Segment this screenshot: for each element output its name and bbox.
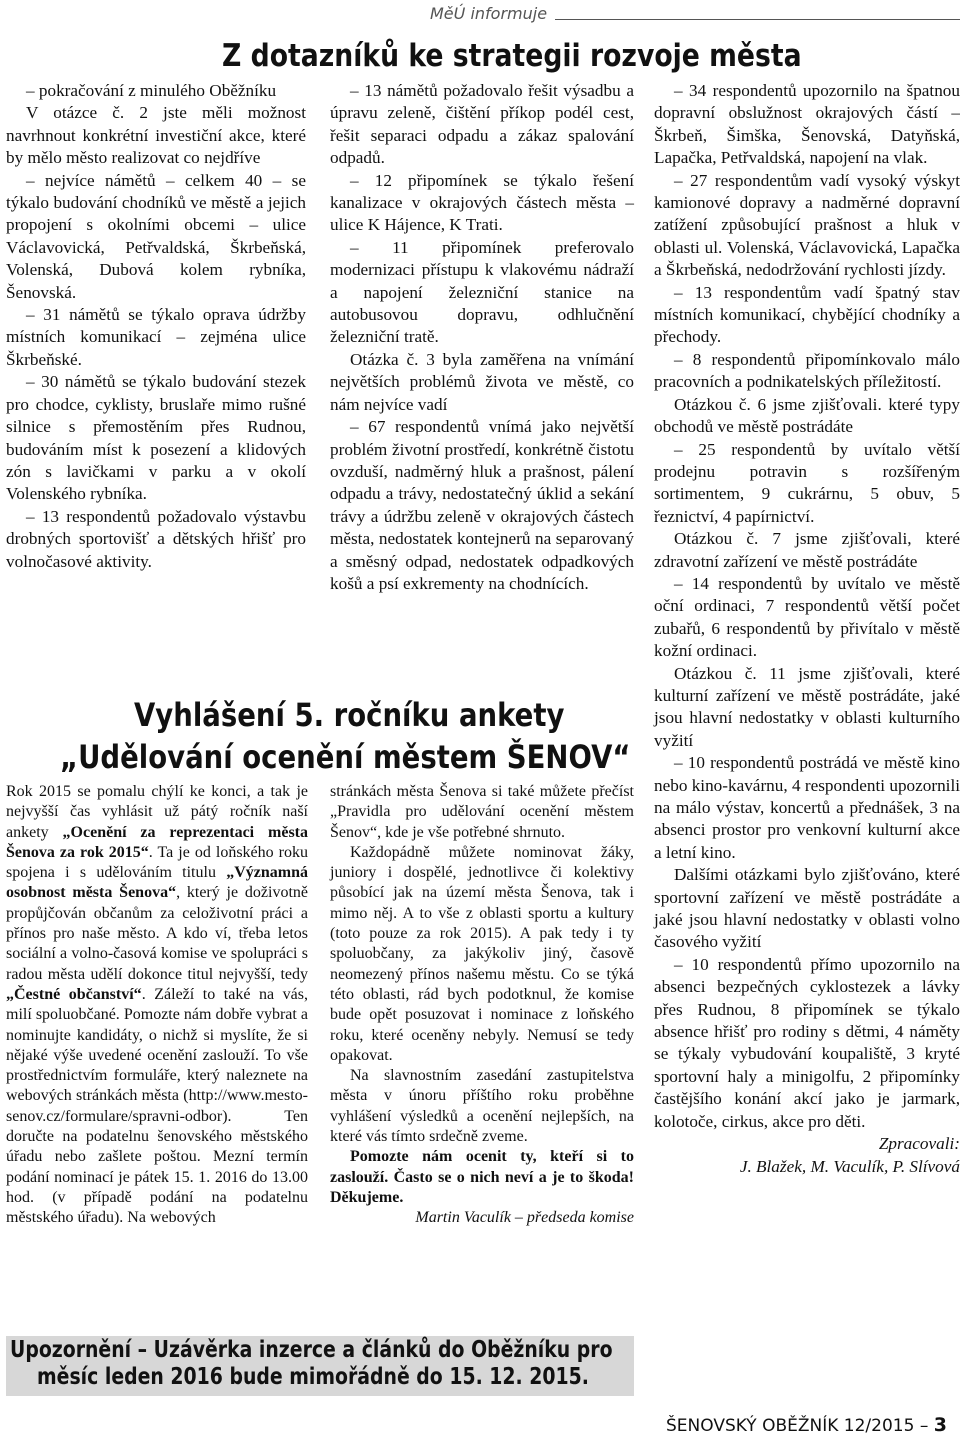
paragraph: – 14 respondentů by uvítalo ve městě oční ordinaci, 7 respondentů větší počet zubařů, 6 respondentů by přivítalo v městě kožní ordinaci.	[654, 573, 960, 661]
paragraph: – 10 respondentů přímo upozornilo na absenci bezpečných cyklostezek a lávky přes Rudnou, 8 připomínek se týkalo absence hřišť pro rodiny s dětmi, 4 náměty se týkaly vybudování koupaliště, 3 kryté sportovní haly a minigolfu, 2 připomínky častějšího konání akcí jako je jarmark, kolotoče, cirkus, akce pro děti.	[654, 954, 960, 1131]
paragraph: Otázka č. 3 byla zaměřena na vnímání největších problémů života ve městě, co nám nejvíce vadí	[330, 349, 634, 414]
bold-paragraph: Pomozte nám ocenit ty, kteří si to zaslouží. Často se o nich neví a je to škoda! Děkujeme.	[330, 1148, 634, 1206]
paragraph: Otázkou č. 6 jsme zjišťovali. které typy obchodů ve městě postrádáte	[654, 394, 960, 437]
paragraph: Otázkou č. 7 jsme zjišťovali, které zdravotní zařízení ve městě postrádáte	[654, 529, 960, 571]
footer-text: ŠENOVSKÝ OBĚŽNÍK 12/2015 –	[666, 1416, 934, 1436]
bold-run: „Ocenění za reprezentaci města Šenova za rok 2015“	[6, 823, 308, 861]
bold-run: „Čestné občanství“	[6, 985, 142, 1003]
paragraph: – 30 námětů se týkalo budování stezek pro chodce, cyklisty, bruslaře mimo rušné silnice s přemostěním přes Rudnou, budováním míst k posezení a klidových zón s lavičkami v parku a v okolí Volenského rybníka.	[6, 372, 306, 504]
paragraph: – pokračování z minulého Oběžníku	[26, 81, 277, 100]
text-run: Rok 2015 se pomalu chýlí ke konci, a tak je nejvyšší čas vyhlásit už pátý ročník naší ankety	[6, 783, 308, 841]
signature-names: J. Blažek, M. Vaculík, P. Slívová	[739, 1156, 960, 1176]
paragraph: – 11 připomínek preferovalo modernizaci přístupu k vlakovému nádraží a napojení železniční stanice na autobusovou dopravu, odhlučnění železniční tratě.	[330, 237, 634, 347]
paragraph: – nejvíce námětů – celkem 40 – se týkalo budování chodníků ve městě a jejich propojení s okolními obcemi – ulice Václavovická, Petřvaldská, Škrbeňská, Volenská, Dubová kolem rybníka, Šenovská.	[6, 170, 306, 302]
anketa-subtitle: „Udělování ocenění městem ŠENOV“	[60, 738, 631, 776]
paragraph: – 67 respondentů vnímá jako největší problém životní prostředí, konkrétně čistotu ovzduší, nadměrný hluk a prašnost, pálení odpadu a trávy, nedostatečný úklid a sekání trávy a údržbu zeleně v okrajových částech města, nedostatek kontejnerů na separovaný a směsný odpad, nedostatek odpadkových košů a psí exkrementy na chodnících.	[330, 417, 634, 593]
signature-label: Zpracovali:	[878, 1134, 960, 1154]
notice-line-2: měsíc leden 2016 bude mimořádně do 15. 12. 2015.	[37, 1364, 589, 1390]
paragraph: – 10 respondentů postrádá ve městě kino nebo kino-kavárnu, 4 respondenti upozornili na málo výstav, koncertů a přednášek, 3 na absenci prostor pro venkovní kulturní akce a letní kino.	[654, 753, 960, 862]
paragraph: – 13 respondentů požadovalo výstavbu drobných sportovišť a dětských hřišť pro volnočasové aktivity.	[6, 506, 306, 571]
paragraph: – 31 námětů se týkalo oprava údržby místních komunikací – zejména ulice Škrbeňské.	[6, 305, 306, 369]
column-5	[330, 782, 634, 1229]
paragraph: – 13 respondentům vadí špatný stav místních komunikací, chybějící chodníky a přechody.	[654, 282, 960, 347]
paragraph: – 25 respondentů by uvítalo větší prodejnu potravin s rozšířeným sortimentem, 9 cukrárnu, 5 obuv, 5 řeznictví, 4 papírnictví.	[654, 439, 960, 526]
paragraph: Na slavnostním zasedání zastupitelstva města v únoru příštího roku proběhne vyhlášení výsledků a ocenění nejlepších, na které vás tímto srdečně zveme.	[330, 1067, 634, 1146]
page-number: 3	[933, 1414, 947, 1436]
bold-run: „Významná osobnost města Šenova“	[6, 864, 308, 902]
paragraph: – 12 připomínek se týkalo řešení kanalizace v okrajových částech města – ulice K Hájence, K Trati.	[330, 170, 634, 235]
page-footer	[666, 1414, 947, 1436]
anketa-title: Vyhlášení 5. ročníku ankety	[134, 696, 565, 734]
paragraph: – 27 respondentům vadí vysoký výskyt kamionové dopravy a nadměrné dopravní zatížení způsobující prašnost a hluk v oblasti ul. Volenská, Václavovická, Lapačka a Škrbeňská, nedodržování rychlosti jízdy.	[654, 170, 960, 280]
signature: Martin Vaculík – předseda komise	[415, 1209, 634, 1227]
column-3	[654, 80, 960, 1178]
article-title: Z dotazníků ke strategii rozvoje města	[222, 38, 802, 74]
text-run: . Ta je od loňského roku spojena i s udělováním titulu	[6, 843, 308, 882]
text-run: , který je doživotně propůjčován občanům za celoživotní práci a přínos pro naše město. A kdo ví, třeba letos sociální a volno-časová komise ve spolupráci s radou města udělí dokonce titul nejvyšší, tedy	[6, 884, 309, 983]
paragraph: – 13 námětů požadovalo řešit výsadbu a úpravu zeleně, čištění příkop podél cest, řešit separaci odpadu a zákaz spalování odpadů.	[330, 81, 634, 168]
paragraph: Otázkou č. 11 jsme zjišťovali, které kulturní zařízení ve městě postrádáte, jaké jsou hlavní nedostatky v oblasti kulturního vyžití	[654, 663, 960, 750]
paragraph: – 8 respondentů připomínkovalo málo pracovních a podnikatelských příležitostí.	[654, 349, 960, 392]
text-run: . Záleží to také na vás, milí spoluobčané. Pomozte nám dobře vybrat a nominujte kandidáty, o nichž si myslíte, že si nějaké výše uvedené ocenění zaslouží. To vše prostřednictvím formuláře, který naleznete na webových stránkách města (http://www.mesto-senov.cz/formulare/spravni-odbor). Ten doručte na podatelnu šenovského městského úřadu nebo zašlete poštou. Mezní termín podání nominací je pátek 15. 1. 2016 do 13.00 hod. (v případě podání na podatelnu městského úřadu). Na webových	[6, 985, 309, 1227]
column-4	[6, 782, 308, 1229]
column-1	[6, 80, 306, 573]
paragraph: Každopádně můžete nominovat žáky, juniory i dospělé, jednotlivce či kolektivy působící jak na území města Šenova, tak i mimo něj. A to vše z oblasti sportu a kultury (toto pouze za rok 2015). A pak tedy i ty spoluobčany, za jakýkoliv jiný, časově neomezený přínos našemu městu. Co se týká této oblasti, rád bych podotknul, že komise bude opět posuzovat i nominace z loňského roku, které oceněny nebyly. Nemusí se tedy opakovat.	[330, 843, 634, 1064]
paragraph: – 34 respondentů upozornilo na špatnou dopravní obslužnost okrajových částí – Škrbeň, Šimška, Šenovská, Datyňská, Lapačka, Petřvaldská, napojení na vlak.	[654, 81, 960, 168]
paragraph: V otázce č. 2 jste měli možnost navrhnout konkrétní investiční akce, které by mělo město realizovat co nejdříve	[6, 103, 306, 168]
paragraph: Dalšími otázkami bylo zjišťováno, které sportovní zařízení ve městě postrádáte a jaké jsou hlavní nedostatky v oblasti volno časového vyžití	[654, 865, 960, 952]
deadline-notice	[6, 1336, 634, 1396]
paragraph: stránkách města Šenova si také můžete přečíst „Pravidla pro udělování ocenění městem Šenov“, kde je vše potřebné shrnuto.	[330, 783, 634, 841]
column-2	[330, 80, 634, 595]
notice-line-1: Upozornění – Uzávěrka inzerce a článků do Oběžníku pro	[10, 1337, 613, 1363]
section-header	[430, 4, 960, 30]
paragraph	[6, 782, 308, 1229]
section-label: MěÚ informuje	[430, 4, 555, 23]
